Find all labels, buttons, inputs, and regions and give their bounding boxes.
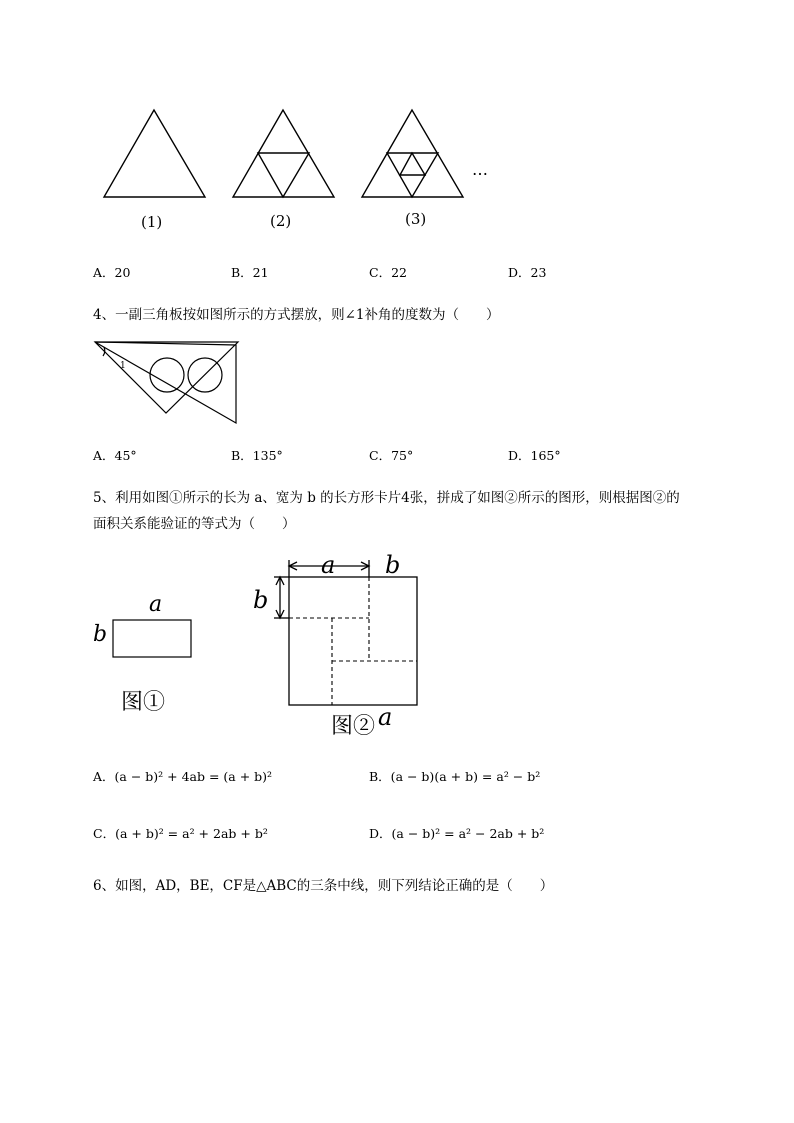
figure-2-caption: 图② [331,714,376,739]
figure-label-3: (3) [405,210,427,228]
ellipsis: … [472,160,488,179]
q4-stem: 4、一副三角板按如图所示的方式摆放，则∠1补角的度数为（ ） [93,307,500,323]
q4-option-a: A．45° [93,448,137,463]
q4-option-d: D．165° [508,448,561,463]
q3-option-b: B．21 [231,265,269,280]
q6-stem: 6、如图，AD，BE，CF是△ABC的三条中线，则下列结论正确的是（ ） [93,878,554,894]
q5-option-d: D．(a − b)² = a² − 2ab + b² [369,826,545,841]
q5-option-c: C．(a + b)² = a² + 2ab + b² [93,826,268,841]
q3-option-c: C．22 [369,265,407,280]
figure-1-label-a: a [149,592,163,617]
q3-option-d: D．23 [508,265,547,280]
figure-2-label-a-top: a [321,551,336,579]
q5-stem-line-1: 5、利用如图①所示的长为 a、宽为 b 的长方形卡片4张，拼成了如图②所示的图形，则根据图②的 [93,490,680,506]
q4-option-c: C．75° [369,448,414,463]
q4-option-b: B．135° [231,448,283,463]
figure-1-label-b: b [93,622,108,647]
q5-stem-line-2: 面积关系能验证的等式为（ ） [93,516,296,532]
figure-2-label-b-top: b [385,551,401,579]
figure-2-label-a-bottom: a [378,703,393,731]
q5-option-a: A．(a − b)² + 4ab = (a + b)² [93,769,273,784]
q3-option-a: A．20 [93,265,131,280]
figure-2-label-b-left: b [253,586,269,614]
q5-option-b: B．(a − b)(a + b) = a² − b² [369,769,541,784]
figure-1-caption: 图① [121,690,166,715]
figure-label-1: (1) [141,213,163,231]
angle-1-label: 1 [120,361,126,371]
figure-label-2: (2) [270,212,292,230]
